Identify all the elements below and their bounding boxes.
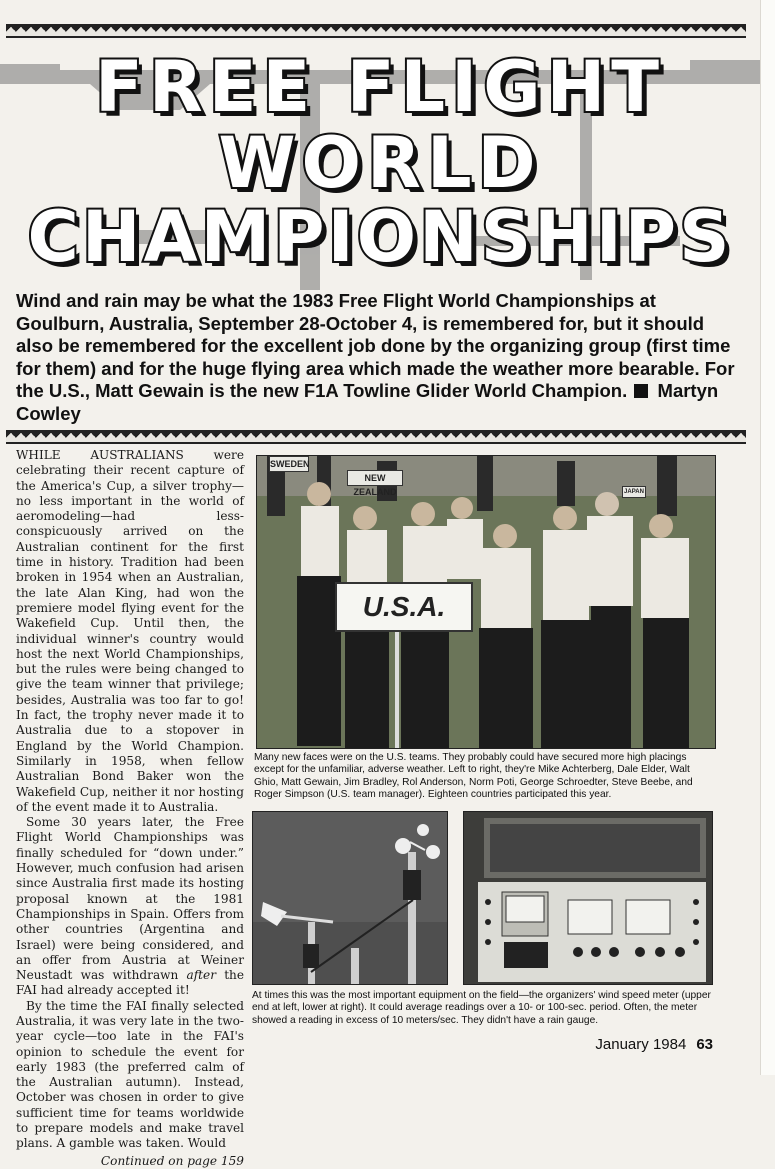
wind-sensor-graphic: [253, 812, 447, 984]
page-number: 63: [696, 1036, 713, 1053]
title-line-2: WORLD: [218, 122, 542, 204]
paragraph-1: WHILE AUSTRALIANS were celebrating their recent capture of the America's Cup, a silver trophy—no less important in the world of aeromodeling—had less-conspicuously arrived on the Australian continent for the first time in history. Tradition had been broken in 1954 when an Australian, the late Alan King, had won the premiere model flying event for the Wakefield Cup. Until then, the individual winner's country would host the next World Championships, but the rules were being changed to give the team winner that privilege; besides, Australia was too far to go! In fact, the trophy never made it to Australia due to a stopover in England by the World Champion. Similarly in 1958, when fellow Australian Bond Baker won the Wakefield Cup, neither it nor hosting of the event made it to Australia.: [16, 448, 244, 814]
intro-deck: [16, 290, 741, 425]
article-column: [16, 448, 244, 1169]
team-photo: [256, 455, 716, 749]
title-line-3: CHAMPIONSHIPS: [27, 196, 733, 278]
page-footer: [595, 1036, 713, 1053]
wind-meter-graphic: [464, 812, 712, 984]
wind-sensor-photo: [252, 811, 448, 985]
wind-meter-photo: [463, 811, 713, 985]
title-line-1: FREE FLIGHT: [95, 46, 665, 128]
title-area: [0, 40, 760, 290]
sweden-banner: SWEDEN: [269, 456, 309, 472]
team-photo-graphic: [257, 456, 715, 748]
paragraph-2-text-b: the FAI had already accepted it!: [16, 968, 244, 998]
wind-meter-caption: At times this was the most important equipment on the field—the organizers' wind speed meter (upper end at left, lower at right). It could average readings over a 10- or 100-sec. period. Often, the meter showed a reading in excess of 10 meters/sec. They didn't have a rain gauge.: [252, 990, 711, 1026]
japan-banner: JAPAN: [622, 486, 646, 498]
top-border: [6, 24, 746, 38]
divider-border: [6, 430, 746, 444]
usa-sign: U.S.A.: [335, 582, 473, 632]
end-square-icon: [634, 384, 648, 398]
continued-note: Continued on page 159: [100, 1153, 244, 1168]
new-zealand-banner: NEW ZEALAND: [347, 470, 403, 486]
page-edge: [760, 0, 775, 1075]
paragraph-2-emphasis: after: [186, 968, 216, 983]
paragraph-3: By the time the FAI finally selected Australia, it was very late in the two-year cycle—too late in the FAI's opinion to schedule the event for early 1983 (the preferred calm of the Australian autumn). Instead, October was chosen in order to give sufficient time for teams worldwide to prepare models and make travel plans. A gamble was taken. Would: [16, 998, 244, 1151]
author-byline: Martyn Cowley: [16, 380, 719, 424]
paragraph-2-text-a: Some 30 years later, the Free Flight World Championships was finally scheduled for “down under.” However, much confusion had arisen since Australia first made its hosting proposal known at the 1981 Championships in Spain. Offers from other countries (Argentina and Israel) were being considered, and an offer from Austria at Weiner Neustadt was withdrawn: [16, 815, 244, 983]
team-photo-caption: Many new faces were on the U.S. teams. They probably could have secured more high placings except for the unfamiliar, adverse weather. Left to right, they're Mike Achterberg, Dale Elder, Walt Ghio, Matt Gewain, Jim Bradley, Rol Anderson, Norm Poti, George Schroedter, Steve Beebe, and Roger Simpson (U.S. team manager). Eighteen countries participated this year.: [254, 752, 693, 801]
issue-date: January 1984: [595, 1036, 687, 1053]
intro-text: Wind and rain may be what the 1983 Free Flight World Championships at Goulburn, Australia, September 28-October 4, is remembered for, but it should also be remembered for the excellent job done by the organizing group (first time for them) and for the huge flying area which made the weather more bearable. For the U.S., Matt Gewain is the new F1A Towline Glider World Champion.: [16, 290, 735, 401]
paragraph-2: [16, 815, 244, 999]
